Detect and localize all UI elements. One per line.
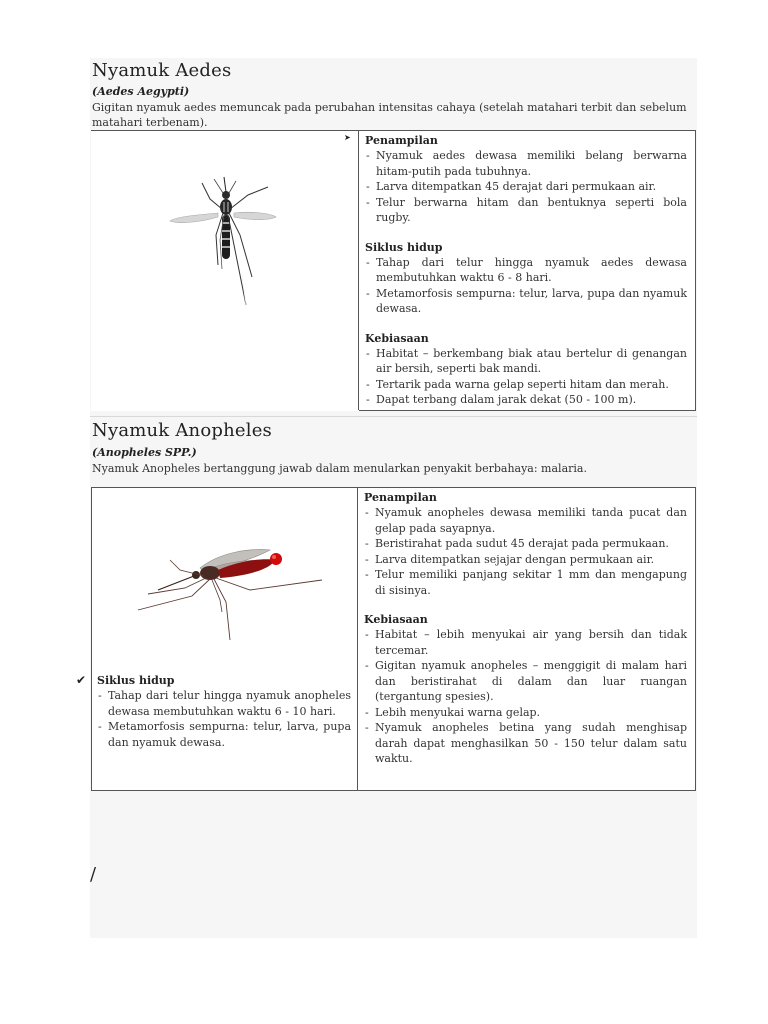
aedes-intro: Gigitan nyamuk aedes memuncak pada perubahan intensitas cahaya (setelah matahari terbit dan sebelum matahari terbenam). bbox=[92, 101, 687, 129]
anopheles-lifecycle-list bbox=[97, 688, 351, 750]
aedes-scientific-name: (Aedes Aegypti) bbox=[92, 85, 190, 98]
aedes-lifecycle-list bbox=[365, 255, 687, 317]
list-item: - Metamorfosis sempurna: telur, larva, pupa dan nyamuk dewasa. bbox=[97, 719, 351, 750]
list-item: - Nyamuk anopheles betina yang sudah menghisap darah dapat menghasilkan 50 - 150 telur dalam satu waktu. bbox=[364, 720, 687, 767]
list-item: - Larva ditempatkan sejajar dengan permukaan air. bbox=[364, 552, 687, 568]
aedes-title: Nyamuk Aedes bbox=[92, 60, 232, 81]
anopheles-info-cell bbox=[358, 488, 696, 791]
anopheles-appearance-heading: Penampilan bbox=[364, 491, 437, 504]
list-item: - Habitat – lebih menyukai air yang bersih dan tidak tercemar. bbox=[364, 627, 687, 658]
list-item: - Dapat terbang dalam jarak dekat (50 - 100 m). bbox=[365, 392, 687, 408]
aedes-mosquito-image bbox=[150, 165, 290, 315]
anopheles-intro: Nyamuk Anopheles bertanggung jawab dalam menularkan penyakit berbahaya: malaria. bbox=[92, 462, 587, 475]
list-item: - Metamorfosis sempurna: telur, larva, pupa dan nyamuk dewasa. bbox=[365, 286, 687, 317]
list-item: - Habitat – berkembang biak atau bertelur di genangan air bersih, seperti bak mandi. bbox=[365, 346, 687, 377]
list-item: - Nyamuk aedes dewasa memiliki belang berwarna hitam-putih pada tubuhnya. bbox=[365, 148, 687, 179]
list-item: - Telur berwarna hitam dan bentuknya seperti bola rugby. bbox=[365, 195, 687, 226]
anopheles-habits-heading: Kebiasaan bbox=[364, 613, 428, 626]
list-item: - Larva ditempatkan 45 derajat dari permukaan air. bbox=[365, 179, 687, 195]
anopheles-scientific-name: (Anopheles SPP.) bbox=[92, 446, 197, 459]
anopheles-appearance-list bbox=[364, 505, 687, 598]
arrow-bullet-icon: ➤ bbox=[344, 133, 351, 142]
list-item: - Beristirahat pada sudut 45 derajat pada permukaan. bbox=[364, 536, 687, 552]
section-divider bbox=[90, 416, 697, 417]
anopheles-lifecycle-heading: Siklus hidup bbox=[97, 674, 175, 687]
aedes-appearance-heading: Penampilan bbox=[365, 134, 438, 147]
aedes-info-cell bbox=[359, 131, 696, 411]
aedes-habits-heading: Kebiasaan bbox=[365, 331, 429, 345]
anopheles-mosquito-image bbox=[130, 530, 330, 645]
aedes-appearance-list bbox=[365, 148, 687, 226]
list-item: - Tahap dari telur hingga nyamuk anopheles dewasa membutuhkan waktu 6 - 10 hari. bbox=[97, 688, 351, 719]
anopheles-habits-list bbox=[364, 627, 687, 767]
list-item: - Gigitan nyamuk anopheles – menggigit di malam hari dan beristirahat di dalam dan luar ruangan (tergantung spesies). bbox=[364, 658, 687, 705]
check-mark-icon: ✔ bbox=[76, 673, 87, 687]
list-item: - Tahap dari telur hingga nyamuk aedes dewasa membutuhkan waktu 6 - 8 hari. bbox=[365, 255, 687, 286]
list-item: - Tertarik pada warna gelap seperti hitam dan merah. bbox=[365, 377, 687, 393]
footer-mark: / bbox=[90, 864, 97, 885]
aedes-habits-list bbox=[365, 346, 687, 408]
anopheles-title: Nyamuk Anopheles bbox=[92, 420, 272, 441]
list-item: - Nyamuk anopheles dewasa memiliki tanda pucat dan gelap pada sayapnya. bbox=[364, 505, 687, 536]
list-item: - Telur memiliki panjang sekitar 1 mm dan mengapung di sisinya. bbox=[364, 567, 687, 598]
list-item: - Lebih menyukai warna gelap. bbox=[364, 705, 687, 721]
aedes-lifecycle-heading: Siklus hidup bbox=[365, 240, 443, 254]
